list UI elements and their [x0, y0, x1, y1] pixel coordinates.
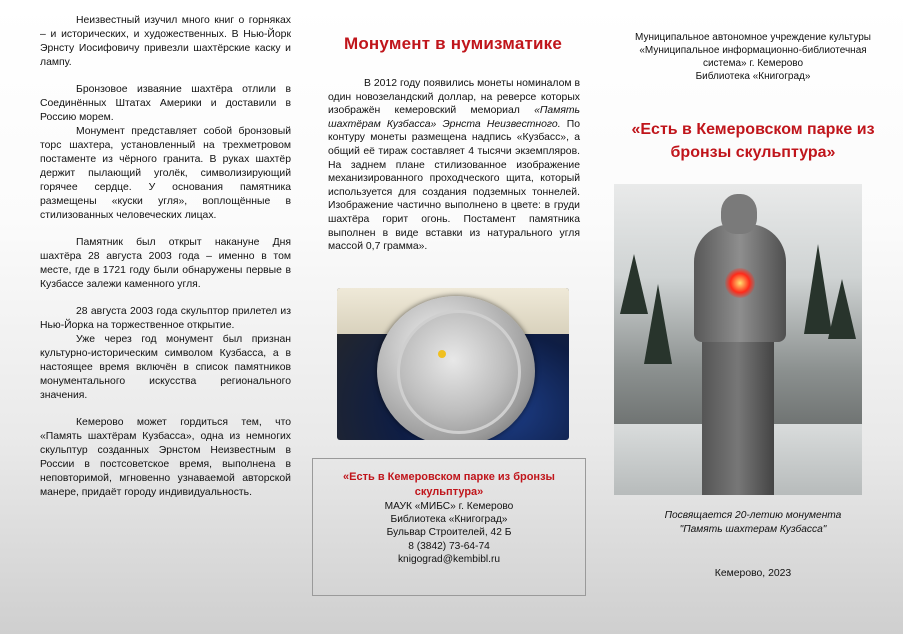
monument-photo	[614, 184, 862, 495]
paragraph-research: Неизвестный изучил много книг о горняках – и исторических, и художественных. В Нью-Йорк Эрнсту Иосифовичу привезли шахтёрские каску и лампу.	[40, 15, 291, 68]
numismatics-text-a: В 2012 году появились монеты номиналом в один новозеландский доллар, на реверсе которых изображён кемеровский мемориал	[328, 78, 580, 117]
coin-photo	[337, 288, 569, 440]
org-line-1: Муниципальное автономное учреждение культуры	[635, 32, 871, 43]
coin-color-insert	[438, 350, 446, 358]
paragraph-casting: Бронзовое изваяние шахтёра отлили в Соединённых Штатах Америки и доставили в Россию морем.	[40, 84, 291, 123]
booklet-title	[603, 118, 903, 164]
numismatics-title	[303, 34, 603, 54]
contact-library: Библиотека «Книгоград»	[390, 514, 508, 526]
numismatics-text-b: По контуру монеты размещена надпись «Кузбасс», а общий её тираж составляет 4 тысячи экземпляров. На заднем плане стилизованное изображение механизированного проходческого щита, который используется для создания подземных тоннелей. Изображение частично выполнено в цвете: в груди шахтёра горит огонь. Постамент памятника выполнен в виде вставки из натурального угля массой 0,7 грамма».	[328, 118, 580, 253]
numismatics-title-text: Монумент в нумизматике	[343, 34, 563, 53]
organization-header	[603, 31, 903, 83]
numismatics-text	[328, 77, 580, 254]
paragraph-opening: Памятник был открыт накануне Дня шахтёра 28 августа 2003 года – именно в том месте, где в 1721 году были обнаружены первые в Кузбассе залежи каменного угля.	[40, 237, 291, 290]
silver-coin	[397, 310, 521, 434]
paragraph-symbol: Уже через год монумент был признан культурно-историческим символом Кузбасса, а в настоящее время включён в список памятников монументального искусства регионального значения.	[40, 334, 291, 401]
org-line-3: Библиотека «Книгоград»	[695, 71, 811, 82]
paragraph-pride: Кемерово может гордиться тем, что «Память шахтёрам Кузбасса», одна из немногих скульптур созданных Эрнстом Неизвестным в России в постсоветское время, выполнена в неповторимой, мгновенно узнаваемой авторской манере, придаёт городу индивидуальность.	[40, 417, 291, 498]
granite-pedestal	[702, 334, 774, 495]
org-line-2: «Муниципальное информационно-библиотечная система» г. Кемерово	[639, 45, 867, 69]
glowing-heart	[725, 268, 755, 298]
paragraph-description: Монумент представляет собой бронзовый торс шахтера, установленный на трехметровом постаменте из чёрного гранита. В руках шахтёр держит пылающий уголёк, символизирующий горячее сердце. У основания памятника размещены «куски угля», воплощённые в стилизованных человеческих лицах.	[40, 126, 291, 221]
miner-head	[721, 194, 757, 234]
contact-org: МАУК «МИБС» г. Кемерово	[384, 501, 514, 512]
paragraph-sculptor-arrival: 28 августа 2003 года скульптор прилетел из Нью-Йорка на торжественное открытие.	[40, 306, 291, 331]
dedication-line-1: Посвящается 20-летию монумента	[664, 510, 842, 521]
contact-phone: 8 (3842) 73-64-74	[408, 540, 490, 552]
city-year: Кемерово, 2023	[714, 568, 792, 579]
middle-panel	[303, 0, 603, 634]
contact-address: Бульвар Строителей, 42 Б	[386, 527, 512, 539]
right-panel	[603, 0, 903, 634]
left-panel	[0, 0, 303, 634]
dedication-line-2: "Память шахтерам Кузбасса"	[679, 524, 827, 535]
tree-shape	[828, 279, 856, 339]
contact-email: knigograd@kembibl.ru	[397, 553, 501, 565]
booklet-title-text: «Есть в Кемеровском парке из бронзы скульптура»	[631, 121, 875, 161]
dedication	[603, 509, 903, 537]
contact-box-title: «Есть в Кемеровском парке из бронзы скульптура»	[343, 471, 555, 498]
tree-shape	[644, 284, 672, 364]
numismatics-text-italic: «Память шахтёрам Кузбасса» Эрнста Неизвестного.	[328, 105, 580, 130]
contact-box	[312, 458, 586, 596]
